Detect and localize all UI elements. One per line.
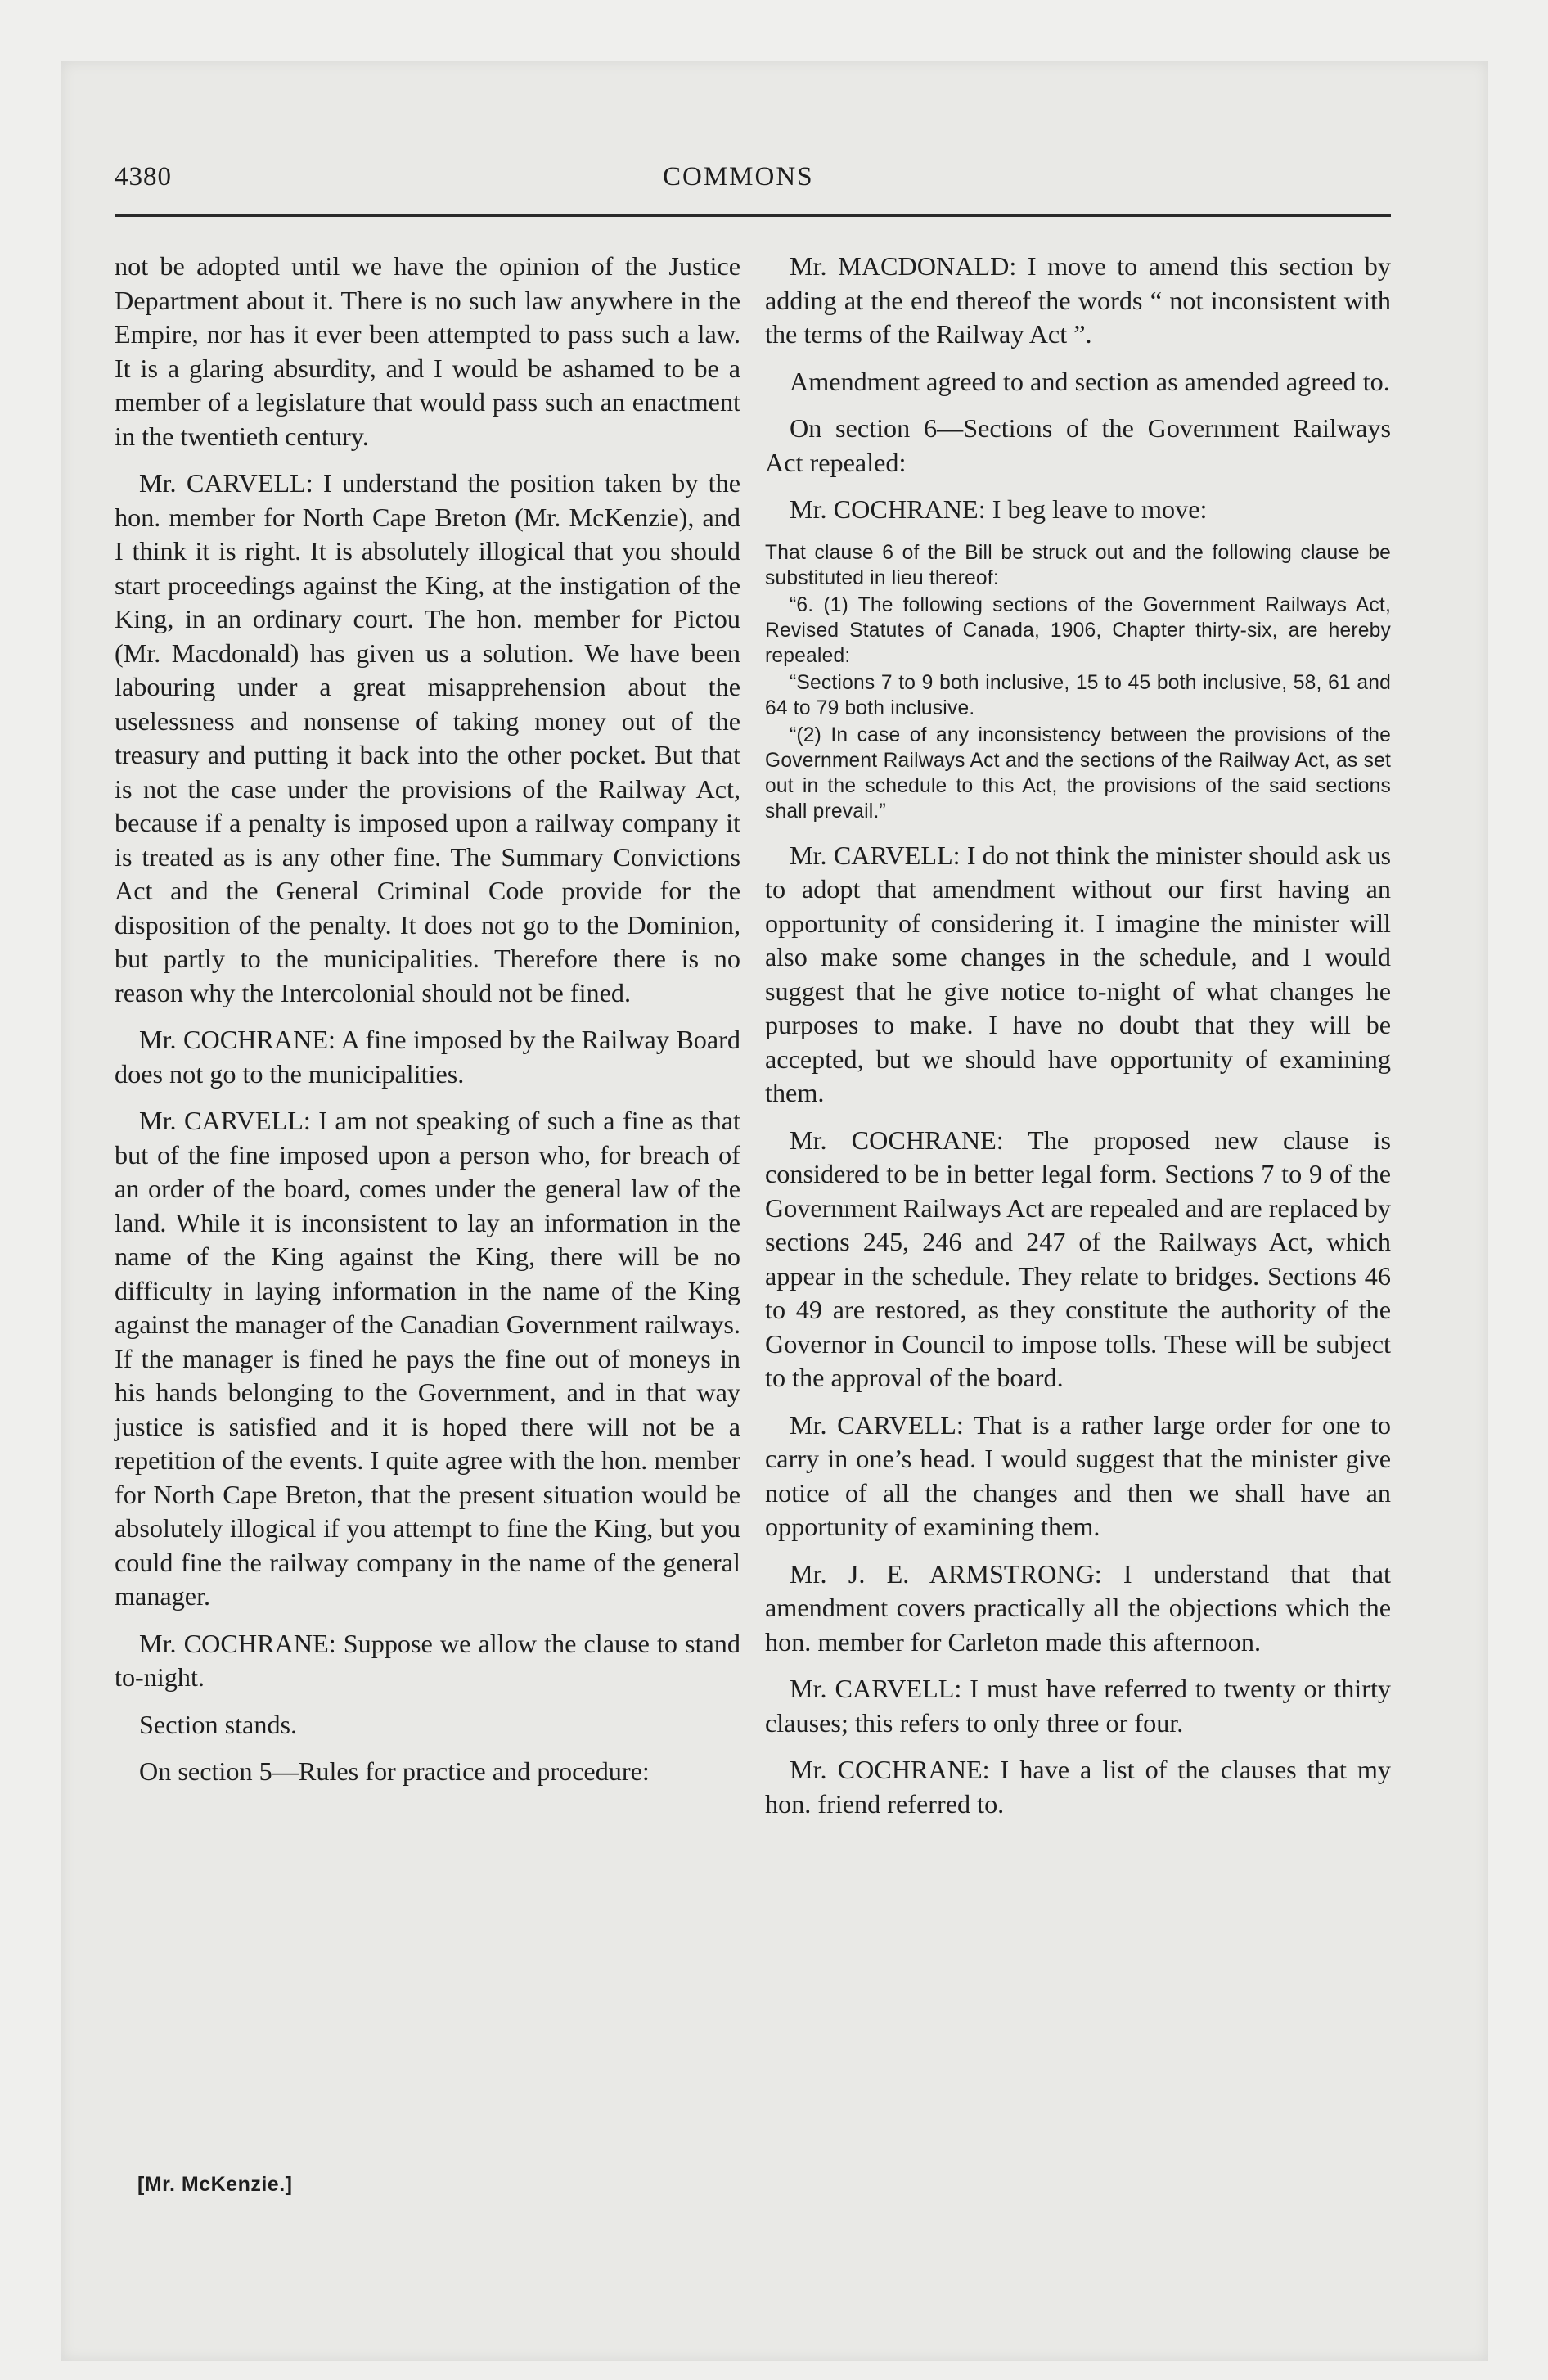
paragraph: Mr. COCHRANE: The proposed new clause is considered to be in better legal form. Sections 7 to 9 of the Government Railways Act are repealed and are replaced by sections 245, 246 and 247 of the Railways Act, which appear in the schedule. They relate to bridges. Sections 46 to 49 are restored, as they constitute the authority of the Governor in Council to impose tolls. These will be subject to the approval of the board. (765, 1125, 1391, 1392)
paragraph: Mr. COCHRANE: Suppose we allow the clause to stand to-night. (115, 1628, 740, 1692)
paragraph: On section 5—Rules for practice and procedure: (139, 1756, 650, 1786)
page-number: 4380 (115, 162, 172, 192)
paragraph: Mr. MACDONALD: I move to amend this section by adding at the end thereof the words “ not inconsistent with the terms of the Railway Act ”. (765, 251, 1391, 349)
header-rule (115, 214, 1391, 217)
quoted-amendment: That clause 6 of the Bill be struck out and the following clause be substituted in lieu thereof: (765, 541, 1391, 589)
paragraph: Mr. CARVELL: I understand the position taken by the hon. member for North Cape Breton (Mr. McKenzie), and I think it is right. It is absolutely illogical that you should start proceedings against the King, at the instigation of the King, in an ordinary court. The hon. member for Pictou (Mr. Macdonald) has given us a solution. We have been labouring under a great misapprehension about the uselessness and nonsense of taking money out of the treasury and putting it back into the other pocket. But that is not the case under the provisions of the Railway Act, because if a penalty is imposed upon a railway company it is treated as is any other fine. The Summary Convictions Act and the General Criminal Code provide for the disposition of the penalty. It does not go to the Dominion, but partly to the municipalities. Therefore there is no reason why the Intercolonial should not be fined. (115, 468, 740, 1007)
paragraph: Mr. COCHRANE: A fine imposed by the Railway Board does not go to the municipalities. (115, 1025, 740, 1089)
page-footer: [Mr. McKenzie.] (137, 2173, 293, 2196)
quoted-amendment: “Sections 7 to 9 both inclusive, 15 to 45 both inclusive, 58, 61 and 64 to 79 both inclusive. (765, 671, 1391, 719)
paragraph: Mr. CARVELL: I do not think the minister should ask us to adopt that amendment without our first having an opportunity of considering it. I imagine the minister will also make some changes in the schedule, and I would suggest that he give notice to-night of what changes he purposes to make. I have no doubt that they will be accepted, but we should have opportunity of examining them. (765, 840, 1391, 1107)
paragraph: Mr. CARVELL: I am not speaking of such a fine as that but of the fine imposed upon a person who, for breach of an order of the board, comes under the general law of the land. While it is inconsistent to lay an information in the name of the King against the King, there will be no difficulty in laying information in the name of the King against the manager of the Canadian Government railways. If the manager is fined he pays the fine out of moneys in his hands belonging to the Government, and in that way justice is satisfied and it is hoped there will not be a repetition of the events. I quite agree with the hon. member for North Cape Breton, that the present situation would be absolutely illogical if you attempt to fine the King, but you could fine the railway company in the name of the general manager. (115, 1106, 740, 1611)
paragraph: Section stands. (139, 1709, 298, 1739)
paragraph: not be adopted until we have the opinion of the Justice Department about it. There is no such law anywhere in the Empire, nor has it ever been attempted to pass such a law. It is a glaring absurdity, and I would be ashamed to be a member of a legislature that would pass such an enactment in the twentieth century. (115, 251, 740, 451)
paragraph: Mr. COCHRANE: I have a list of the clauses that my hon. friend referred to. (765, 1755, 1391, 1819)
paragraph: Mr. CARVELL: That is a rather large order for one to carry in one’s head. I would suggest that the minister give notice of all the changes and then we shall have an opportunity of examining them. (765, 1409, 1391, 1541)
right-column (765, 250, 1391, 1834)
paragraph: On section 6—Sections of the Government Railways Act repealed: (765, 413, 1391, 477)
paragraph: Mr. CARVELL: I must have referred to twenty or thirty clauses; this refers to only three or four. (765, 1674, 1391, 1738)
paragraph: Mr. COCHRANE: I beg leave to move: (790, 494, 1208, 524)
quoted-amendment: “6. (1) The following sections of the Government Railways Act, Revised Statutes of Canada, 1906, Chapter thirty-six, are hereby repealed: (765, 593, 1391, 667)
page-title: COMMONS (663, 162, 814, 192)
paragraph: Mr. J. E. ARMSTRONG: I understand that that amendment covers practically all the objections which the hon. member for Carleton made this afternoon. (765, 1558, 1391, 1657)
quoted-amendment: “(2) In case of any inconsistency between the provisions of the Government Railways Act and the sections of the Railway Act, as set out in the schedule to this Act, the provisions of the said sections shall prevail.” (765, 723, 1391, 823)
left-column (115, 250, 740, 1802)
paragraph: Amendment agreed to and section as amended agreed to. (790, 366, 1390, 396)
